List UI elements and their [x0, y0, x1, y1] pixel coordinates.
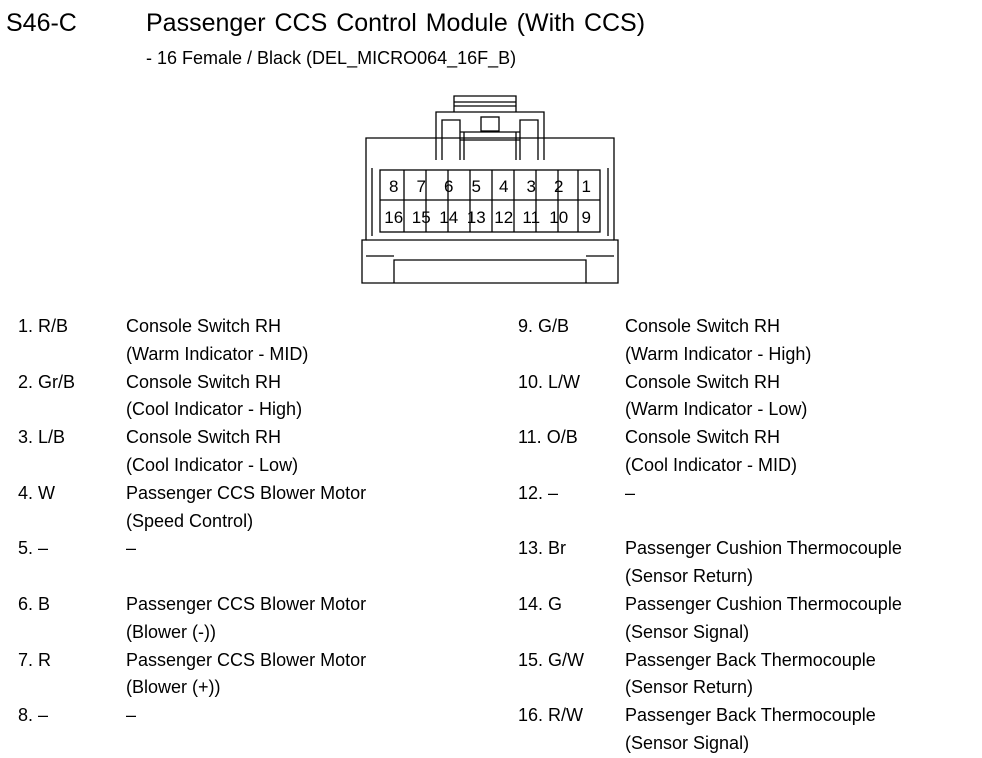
connector-face-diagram: [360, 90, 620, 285]
pin-numbers-bottom-row: [384, 208, 591, 227]
pin-label: 8. –: [18, 705, 49, 726]
pin-label: 7. R: [18, 649, 52, 670]
pin-label: 10. L/W: [518, 371, 581, 392]
pin-description: [126, 591, 366, 647]
pin-row: [518, 369, 902, 425]
pin-function: Console Switch RH: [126, 316, 282, 336]
pin-function-detail: [126, 730, 136, 758]
pin-function: Passenger Cushion Thermocouple: [625, 593, 902, 614]
pin-number: 16: [384, 208, 404, 227]
pin-row: [518, 480, 902, 536]
pin-label: 9. G/B: [518, 316, 570, 336]
pin-row: [18, 313, 366, 369]
pin-row: [18, 702, 366, 758]
pin-function-detail: (Sensor Signal): [625, 621, 750, 642]
pin-number: 10: [549, 208, 569, 227]
pin-label: 11. O/B: [518, 427, 578, 448]
pin-function-detail: (Speed Control): [126, 510, 254, 531]
pin-function: Passenger Cushion Thermocouple: [625, 538, 902, 559]
pin-description: [625, 702, 876, 758]
pin-number: 7: [416, 177, 426, 196]
pin-row: [18, 647, 366, 703]
module-title: Passenger CCS Control Module (With CCS): [146, 9, 646, 37]
pin-function: Console Switch RH: [126, 371, 282, 392]
pin-label: 2. Gr/B: [18, 371, 76, 392]
connector-latch-body: [436, 112, 544, 160]
pin-description: [625, 313, 811, 369]
pin-function: Passenger Back Thermocouple: [625, 649, 876, 670]
pin-number: 2: [554, 177, 564, 196]
pin-function-detail: (Warm Indicator - MID): [126, 343, 309, 364]
pin-row: [18, 535, 366, 591]
pin-description: [126, 424, 298, 480]
pin-function: Console Switch RH: [625, 427, 781, 448]
pin-function-detail: [625, 508, 635, 536]
pin-number: 6: [444, 177, 454, 196]
pin-number: 1: [581, 177, 591, 196]
connector-description: - 16 Female / Black (DEL_MICRO064_16F_B): [146, 48, 517, 68]
pin-function: Console Switch RH: [625, 371, 781, 392]
pin-row: [518, 702, 902, 758]
pin-description: [625, 535, 902, 591]
pin-description: [625, 647, 876, 703]
pin-row: [18, 480, 366, 536]
pin-function-detail: (Cool Indicator - MID): [625, 454, 798, 475]
pin-row: [18, 591, 366, 647]
pin-list-right: [518, 313, 902, 758]
pin-label: 6. B: [18, 593, 51, 614]
pin-description: [126, 535, 136, 591]
pin-number: 11: [522, 208, 541, 227]
pin-number: 8: [389, 177, 399, 196]
pin-function-detail: (Blower (+)): [126, 677, 221, 698]
pin-function: Passenger CCS Blower Motor: [126, 482, 367, 503]
pin-function: –: [126, 538, 137, 559]
pin-number: 12: [494, 208, 514, 227]
pin-label: 13. Br: [518, 538, 567, 559]
pin-description: [126, 647, 366, 703]
pin-row: [518, 591, 902, 647]
pin-function-detail: (Warm Indicator - High): [625, 343, 812, 364]
pin-function-detail: (Sensor Signal): [625, 732, 750, 753]
pin-number: 9: [581, 208, 591, 227]
pin-row: [518, 313, 902, 369]
pin-list-left: [18, 313, 366, 758]
pin-label: 12. –: [518, 482, 559, 503]
pin-function: –: [625, 482, 636, 503]
pin-label: 4. W: [18, 482, 56, 503]
pin-function-detail: (Warm Indicator - Low): [625, 399, 808, 420]
pin-description: [625, 424, 797, 480]
connector-id: S46-C: [6, 9, 77, 37]
pin-label: 1. R/B: [18, 316, 69, 336]
pin-function: Passenger CCS Blower Motor: [126, 593, 367, 614]
pin-number: 4: [499, 177, 509, 196]
pin-row: [18, 369, 366, 425]
pin-function: –: [126, 705, 137, 726]
pin-label: 14. G: [518, 593, 563, 614]
pin-row: [518, 424, 902, 480]
connector-latch-outer: [454, 96, 516, 112]
pin-function: Console Switch RH: [625, 316, 781, 336]
pin-description: [126, 702, 136, 758]
pin-function: Console Switch RH: [126, 427, 282, 448]
pin-label: 16. R/W: [518, 705, 584, 726]
pin-function-detail: (Cool Indicator - Low): [126, 454, 299, 475]
pin-function-detail: (Blower (-)): [126, 621, 216, 642]
pin-row: [18, 424, 366, 480]
pin-function-detail: [126, 563, 136, 591]
pin-number: 5: [471, 177, 481, 196]
pin-number: 3: [526, 177, 536, 196]
pin-function: Passenger CCS Blower Motor: [126, 649, 367, 670]
pin-row: [518, 647, 902, 703]
pin-description: [126, 313, 308, 369]
pin-row: [518, 535, 902, 591]
pin-label: 15. G/W: [518, 649, 585, 670]
pin-description: [126, 480, 366, 536]
pin-number: 15: [411, 208, 431, 227]
pin-function: Passenger Back Thermocouple: [625, 705, 876, 726]
pin-description: [625, 480, 635, 536]
pin-numbers-top-row: [389, 177, 591, 196]
pin-function-detail: (Sensor Return): [625, 677, 754, 698]
connector-latch-tab: [481, 117, 499, 131]
pin-function-detail: (Cool Indicator - High): [126, 399, 303, 420]
pin-number: 13: [466, 208, 486, 227]
pin-label: 5. –: [18, 538, 49, 559]
pin-description: [625, 369, 807, 425]
pin-description: [126, 369, 302, 425]
pin-function-detail: (Sensor Return): [625, 566, 754, 587]
pin-description: [625, 591, 902, 647]
pin-number: 14: [439, 208, 459, 227]
pin-label: 3. L/B: [18, 427, 66, 448]
